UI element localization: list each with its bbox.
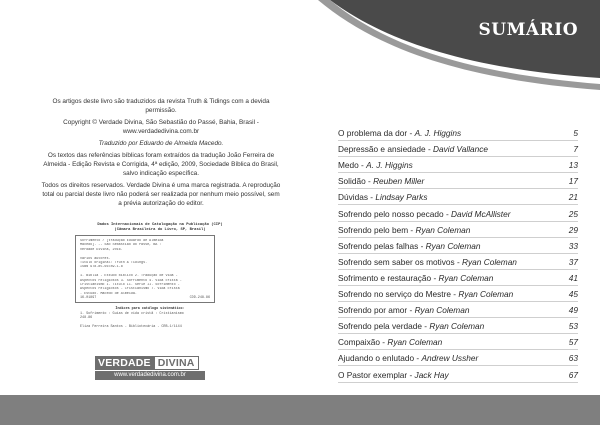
toc-entry-title: Depressão e ansiedade - [338, 144, 434, 155]
toc-entry-text [338, 225, 470, 237]
table-of-contents [338, 125, 578, 383]
toc-entry-title: Sofrendo sem saber os motivos - [338, 256, 463, 267]
toc-entry-page: 29 [568, 224, 578, 235]
toc-entry-page: 53 [568, 321, 578, 332]
toc-entry[interactable] [338, 222, 578, 238]
catalog-header [70, 223, 250, 233]
toc-entry-author: Ryan Coleman [415, 224, 471, 235]
toc-entry-author: A. J. Higgins [414, 128, 462, 139]
toc-entry-text [338, 241, 481, 253]
toc-entry-author: Andrew Ussher [421, 353, 479, 364]
toc-entry-text [338, 305, 469, 317]
toc-entry[interactable] [338, 141, 578, 157]
catalog-card [75, 235, 215, 303]
toc-entry-page: 67 [568, 369, 578, 380]
toc-entry-page: 5 [573, 128, 578, 139]
toc-entry-text [338, 160, 413, 172]
catalog-line: Vários autores. [80, 256, 111, 261]
toc-entry-page: 37 [568, 256, 578, 267]
toc-entry[interactable] [338, 254, 578, 270]
toc-entry-title: Compaixão - [338, 337, 388, 348]
toc-entry-author: Lindsay Parks [375, 192, 428, 203]
publisher-logo [95, 356, 205, 380]
toc-entry-title: O problema da dor - [338, 128, 415, 139]
toc-entry-page: 13 [568, 160, 578, 171]
toc-entry-text [338, 337, 442, 349]
logo-word-divina: DIVINA [154, 356, 199, 370]
credits-paragraph: Os artigos deste livro são traduzidos da revista Truth & Tidings com a devida permissão. [52, 98, 270, 114]
toc-entry-page: 49 [568, 305, 578, 316]
bottom-band [0, 395, 600, 425]
catalog-ids [80, 296, 210, 300]
toc-entry[interactable] [338, 205, 578, 221]
toc-entry-text [338, 257, 517, 269]
toc-entry[interactable] [338, 318, 578, 334]
toc-entry-title: Sofrimento e restauração - [338, 272, 439, 283]
catalog-line: Macedo]. -- São Sebastião do Passé, BA : [80, 243, 162, 248]
toc-entry-title: Sofrendo no serviço do Mestre - [338, 289, 459, 300]
catalog-index-line: 1. Sofrimento : Guias de vida cristã : Cristianismo [80, 311, 184, 316]
page-title: SUMÁRIO [478, 20, 578, 40]
toc-entry-page: 57 [568, 337, 578, 348]
toc-entry-text [338, 321, 484, 333]
toc-entry-author: Ryan Coleman [429, 321, 485, 332]
catalog-id-left: 16-01897 [80, 295, 97, 300]
toc-entry-author: Ryan Coleman [425, 240, 481, 251]
credits-paragraph: Os textos das referências bíblicas foram extraídos da tradução João Ferreira de Almeida - Edição Revista e Corrigida, 4ª edição, 2009, Sociedade Bíblica do Brasil, salvo indicação específica. [43, 152, 279, 177]
toc-entry-title: Solidão - [338, 176, 374, 187]
toc-entry[interactable] [338, 270, 578, 286]
logo-word-verdade: VERDADE [95, 356, 154, 370]
toc-entry-title: Sofrendo pelas falhas - [338, 240, 426, 251]
credits-block [40, 97, 282, 211]
toc-entry-page: 21 [568, 192, 578, 203]
toc-entry-author: Reuben Miller [373, 176, 425, 187]
toc-entry-text [338, 176, 424, 188]
catalog-line: Cristianismo I. Título II. Série II. Sofrimento - [80, 283, 180, 288]
catalog-line: Aspectos religiosos - Cristianismo 7. Vida cristã [80, 287, 180, 292]
toc-entry-text [338, 209, 511, 221]
toc-entry-page: 25 [568, 208, 578, 219]
catalog-line: Verdade Divina, 2016. [80, 247, 123, 252]
toc-entry-author: David Vallance [433, 144, 489, 155]
catalog-header-line: (Câmara Brasileira do Livro, SP, Brasil) [114, 228, 206, 232]
toc-entry-title: Ajudando o enlutado - [338, 353, 422, 364]
toc-entry-author: A. J. Higgins [366, 160, 413, 171]
toc-entry-author: Ryan Coleman [462, 256, 517, 267]
logo-url: www.verdadedivina.com.br [95, 371, 205, 380]
catalog-line: 1. Bíblia - Estudo bíblico 2. Tradução de vida - [80, 274, 178, 279]
catalog-id-right: CDD-248.86 [189, 295, 210, 300]
toc-entry-title: Dúvidas - [338, 192, 376, 203]
toc-entry-title: O Pastor exemplar - [338, 369, 415, 380]
toc-entry-page: 45 [568, 289, 578, 300]
credits-paragraph: Copyright © Verdade Divina, São Sebastião do Passé, Bahia, Brasil - www.verdadedivina.com.br [63, 119, 259, 135]
catalog-line: Título original: Truth & Tidings. [80, 261, 148, 266]
credits-paragraph: Todos os direitos reservados. Verdade Divina é uma marca registrada. A reprodução total ou parcial deste livro não poderá ser realizada por nenhum meio possível, sem a prévia autorização do editor. [41, 182, 281, 207]
catalog-line: - Estudo. Macedo de Almeida. [80, 291, 137, 296]
catalog-header-line: Dados Internacionais de Catalogação na Publicação (CIP) [97, 223, 223, 227]
toc-entry-title: Sofrendo pelo bem - [338, 224, 416, 235]
toc-entry-page: 41 [568, 272, 578, 283]
toc-entry[interactable] [338, 157, 578, 173]
toc-entry-page: 63 [568, 353, 578, 364]
toc-entry-title: Sofrendo por amor - [338, 305, 415, 316]
toc-entry[interactable] [338, 350, 578, 366]
credits-translator: Traduzido por Eduardo de Almeida Macedo. [98, 140, 224, 147]
toc-entry-page: 33 [568, 240, 578, 251]
catalog-line: Sofrimento / [tradução Eduardo de Almeida [80, 239, 164, 243]
catalog-line: Aspectos religiosos 3. Sofrimento 4. Vida cristã - [80, 278, 182, 283]
toc-entry-text [338, 353, 478, 365]
toc-entry-text [338, 273, 493, 285]
toc-entry[interactable] [338, 125, 578, 141]
toc-entry-text [338, 370, 449, 382]
toc-entry-title: Medo - [338, 160, 367, 171]
toc-entry[interactable] [338, 173, 578, 189]
toc-entry-page: 7 [573, 144, 578, 155]
catalog-index-header: Índices para catálogo sistemático: [115, 307, 185, 311]
catalog-index-line: Eliza Ferreira Santos - Bibliotecária - CRB-1/1144 [80, 325, 182, 330]
toc-entry-author: Ryan Coleman [414, 305, 470, 316]
toc-entry-author: David McAllister [451, 208, 511, 219]
toc-entry-author: Ryan Coleman [387, 337, 443, 348]
toc-entry-author: Ryan Coleman [458, 289, 514, 300]
toc-entry-text [338, 128, 461, 140]
toc-entry[interactable] [338, 334, 578, 350]
toc-entry-author: Jack Hay [414, 369, 449, 380]
toc-entry-text [338, 289, 513, 301]
toc-entry-title: Sofrendo pelo nosso pecado - [338, 208, 452, 219]
toc-entry-author: Ryan Coleman [438, 272, 494, 283]
logo-wordmark [95, 356, 205, 370]
catalog-index-line: 248.86 [80, 316, 93, 321]
toc-entry[interactable] [338, 302, 578, 318]
toc-entry-page: 17 [568, 176, 578, 187]
toc-entry[interactable] [338, 238, 578, 254]
toc-entry[interactable] [338, 189, 578, 205]
toc-entry[interactable] [338, 286, 578, 302]
toc-entry-title: Sofrendo pela verdade - [338, 321, 430, 332]
catalog-index [80, 307, 220, 330]
catalog-line: ISBN 978-85-66789-1-8 [80, 265, 123, 270]
toc-entry-text [338, 192, 427, 204]
toc-entry[interactable] [338, 366, 578, 382]
toc-entry-text [338, 144, 488, 156]
